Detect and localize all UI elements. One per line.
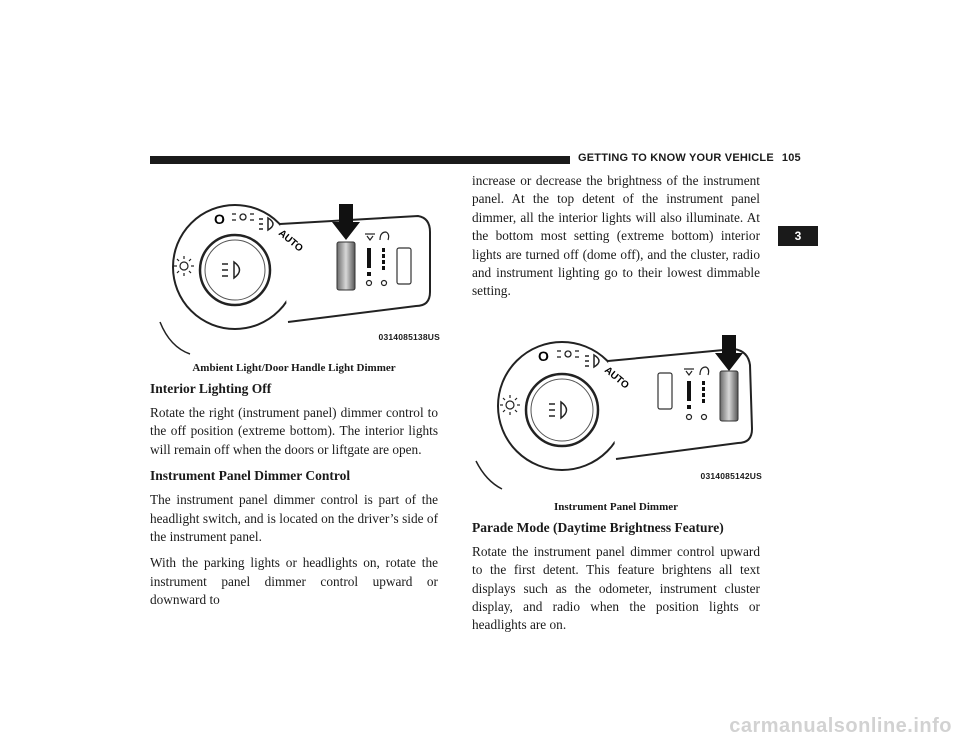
running-header: [578, 152, 801, 164]
ambient-dimmer-wheel: [337, 242, 355, 290]
paragraph: Rotate the instrument panel dimmer control upward to the first detent. This feature brightens all text displays such as the odometer, instrument cluster display, and radio when the position lights or headlights are on.: [472, 543, 760, 633]
off-position-label: O: [214, 211, 225, 227]
instrument-dimmer-wheel: [720, 371, 738, 421]
figure-instrument-dimmer: [472, 311, 768, 501]
heading-instrument-panel-dimmer: Instrument Panel Dimmer Control: [150, 468, 351, 484]
chapter-tab: 3: [778, 226, 818, 246]
section-title: GETTING TO KNOW YOUR VEHICLE: [578, 152, 774, 164]
paragraph: increase or decrease the brightness of the instrument panel. At the top detent of the instrument panel dimmer, all the interior lights will also illuminate. At the bottom most setting (extreme bottom) interior lights are turned off (dome off), and the cluster, radio and instrument lighting go to their lowest dimmable setting.: [472, 173, 760, 299]
header-rule: [150, 156, 570, 164]
ambient-dimmer-wheel: [658, 373, 672, 409]
left-column: [150, 172, 438, 618]
heading-interior-lighting-off: Interior Lighting Off: [150, 381, 272, 396]
heading-parade-mode: Parade Mode (Daytime Brightness Feature): [472, 519, 724, 535]
figure-code: 0314085138US: [378, 332, 440, 342]
paragraph: The instrument panel dimmer control is part of the headlight switch, and is located on the driver’s side of the instrument panel.: [150, 492, 438, 545]
instrument-dimmer-wheel: [397, 248, 411, 284]
auto-label: AUTO: [276, 227, 305, 255]
page-number: 105: [781, 152, 801, 164]
max-bar-icon: [367, 248, 371, 268]
max-bar-icon: [687, 381, 691, 401]
figure-caption: Ambient Light/Door Handle Light Dimmer: [192, 362, 396, 374]
auto-label: AUTO: [602, 364, 631, 392]
paragraph: Rotate the right (instrument panel) dimmer control to the off position (extreme bottom). The interior lights will remain off when the doors or liftgate are open.: [150, 405, 438, 457]
figure-ambient-dimmer: [150, 172, 446, 362]
figure-code: 0314085142US: [700, 470, 762, 481]
figure-caption: Instrument Panel Dimmer: [553, 500, 679, 513]
off-position-label: O: [538, 347, 549, 364]
paragraph: With the parking lights or headlights on, rotate the instrument panel dimmer control upward or downward to: [150, 555, 438, 608]
right-column: [472, 172, 760, 643]
watermark: carmanualsonline.info: [729, 715, 952, 737]
